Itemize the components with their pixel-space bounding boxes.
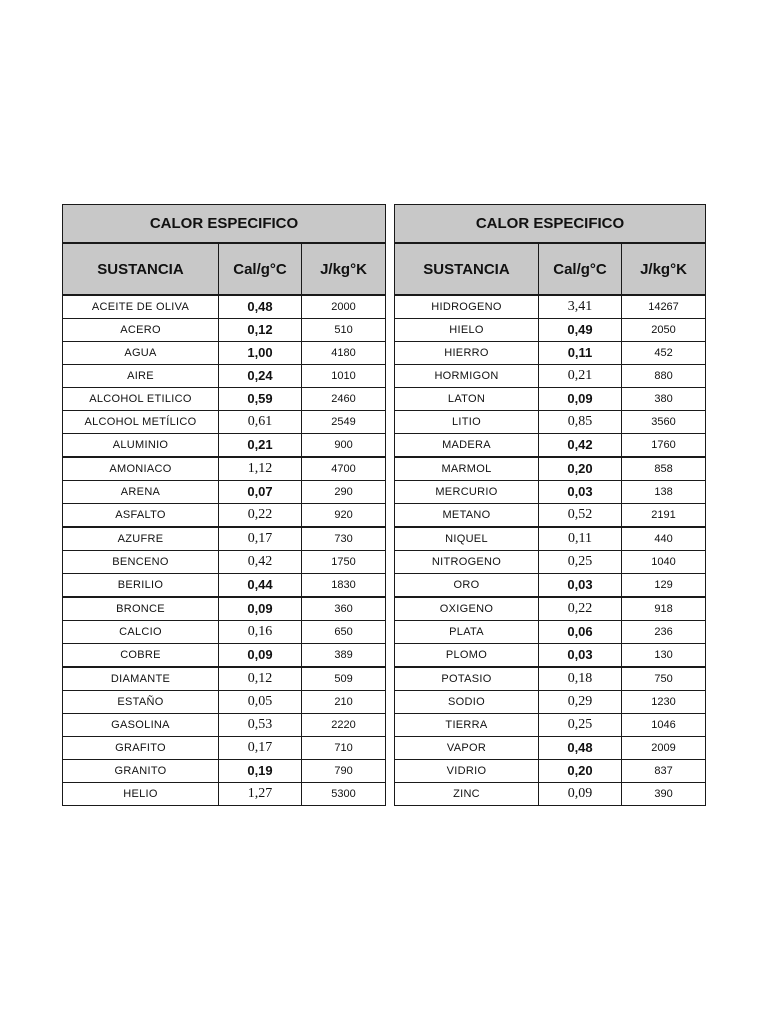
substance-cell: ARENA — [63, 481, 219, 504]
substance-cell: TIERRA — [395, 714, 539, 737]
table-row — [395, 551, 706, 574]
cal-value-cell: 0,11 — [539, 342, 622, 365]
cal-value-cell: 0,29 — [539, 691, 622, 714]
joule-value-cell: 2549 — [302, 411, 386, 434]
cal-value-cell: 3,41 — [539, 295, 622, 319]
table-row — [395, 714, 706, 737]
table-row — [63, 434, 386, 458]
joule-value-cell: 290 — [302, 481, 386, 504]
table-row — [395, 457, 706, 481]
table-row — [395, 644, 706, 668]
table-row — [63, 295, 386, 319]
table-row — [395, 388, 706, 411]
substance-cell: GRANITO — [63, 760, 219, 783]
substance-cell: HIDROGENO — [395, 295, 539, 319]
table-row — [63, 737, 386, 760]
joule-value-cell: 2009 — [622, 737, 706, 760]
table-row — [63, 527, 386, 551]
substance-cell: BRONCE — [63, 597, 219, 621]
substance-cell: HORMIGON — [395, 365, 539, 388]
substance-cell: BERILIO — [63, 574, 219, 598]
cal-value-cell: 0,17 — [219, 527, 302, 551]
table-row — [395, 737, 706, 760]
joule-value-cell: 2220 — [302, 714, 386, 737]
cal-value-cell: 1,27 — [219, 783, 302, 806]
substance-cell: LATON — [395, 388, 539, 411]
joule-value-cell: 236 — [622, 621, 706, 644]
substance-cell: VIDRIO — [395, 760, 539, 783]
substance-cell: MERCURIO — [395, 481, 539, 504]
column-header-row — [395, 243, 706, 295]
substance-cell: ALCOHOL METÍLICO — [63, 411, 219, 434]
column-header-cal: Cal/g°C — [219, 243, 302, 295]
substance-cell: OXIGENO — [395, 597, 539, 621]
cal-value-cell: 0,21 — [219, 434, 302, 458]
cal-value-cell: 0,42 — [219, 551, 302, 574]
table-title: CALOR ESPECIFICO — [63, 205, 386, 244]
column-header-substance: SUSTANCIA — [63, 243, 219, 295]
table-row — [395, 783, 706, 806]
substance-cell: ACERO — [63, 319, 219, 342]
table-row — [63, 411, 386, 434]
joule-value-cell: 129 — [622, 574, 706, 598]
specific-heat-table-right — [394, 204, 706, 806]
joule-value-cell: 710 — [302, 737, 386, 760]
substance-cell: AMONIACO — [63, 457, 219, 481]
substance-cell: ORO — [395, 574, 539, 598]
table-row — [395, 760, 706, 783]
joule-value-cell: 900 — [302, 434, 386, 458]
cal-value-cell: 0,18 — [539, 667, 622, 691]
joule-value-cell: 4700 — [302, 457, 386, 481]
cal-value-cell: 0,48 — [219, 295, 302, 319]
substance-cell: GRAFITO — [63, 737, 219, 760]
substance-cell: ESTAÑO — [63, 691, 219, 714]
joule-value-cell: 2000 — [302, 295, 386, 319]
table-row — [63, 597, 386, 621]
cal-value-cell: 0,53 — [219, 714, 302, 737]
table-row — [63, 551, 386, 574]
table-row — [63, 644, 386, 668]
substance-cell: MARMOL — [395, 457, 539, 481]
substance-cell: GASOLINA — [63, 714, 219, 737]
table-row — [395, 504, 706, 528]
joule-value-cell: 1230 — [622, 691, 706, 714]
cal-value-cell: 0,09 — [539, 388, 622, 411]
table-row — [395, 667, 706, 691]
table-body — [395, 295, 706, 806]
substance-cell: SODIO — [395, 691, 539, 714]
joule-value-cell: 790 — [302, 760, 386, 783]
substance-cell: NITROGENO — [395, 551, 539, 574]
cal-value-cell: 0,48 — [539, 737, 622, 760]
cal-value-cell: 0,16 — [219, 621, 302, 644]
substance-cell: HIERRO — [395, 342, 539, 365]
table-title: CALOR ESPECIFICO — [395, 205, 706, 244]
cal-value-cell: 0,12 — [219, 667, 302, 691]
substance-cell: PLATA — [395, 621, 539, 644]
joule-value-cell: 750 — [622, 667, 706, 691]
cal-value-cell: 0,59 — [219, 388, 302, 411]
cal-value-cell: 0,42 — [539, 434, 622, 458]
cal-value-cell: 0,03 — [539, 481, 622, 504]
cal-value-cell: 0,25 — [539, 714, 622, 737]
substance-cell: BENCENO — [63, 551, 219, 574]
joule-value-cell: 3560 — [622, 411, 706, 434]
joule-value-cell: 138 — [622, 481, 706, 504]
table-row — [395, 597, 706, 621]
cal-value-cell: 0,44 — [219, 574, 302, 598]
cal-value-cell: 0,85 — [539, 411, 622, 434]
joule-value-cell: 210 — [302, 691, 386, 714]
cal-value-cell: 0,12 — [219, 319, 302, 342]
table-row — [63, 457, 386, 481]
substance-cell: AGUA — [63, 342, 219, 365]
cal-value-cell: 0,11 — [539, 527, 622, 551]
table-row — [395, 527, 706, 551]
table-row — [63, 481, 386, 504]
joule-value-cell: 2191 — [622, 504, 706, 528]
joule-value-cell: 1046 — [622, 714, 706, 737]
specific-heat-table-left — [62, 204, 386, 806]
cal-value-cell: 0,03 — [539, 644, 622, 668]
joule-value-cell: 440 — [622, 527, 706, 551]
column-header-cal: Cal/g°C — [539, 243, 622, 295]
table-row — [395, 319, 706, 342]
cal-value-cell: 0,05 — [219, 691, 302, 714]
substance-cell: PLOMO — [395, 644, 539, 668]
table-row — [395, 574, 706, 598]
table-row — [63, 760, 386, 783]
cal-value-cell: 0,25 — [539, 551, 622, 574]
cal-value-cell: 0,09 — [219, 644, 302, 668]
table-row — [395, 434, 706, 458]
cal-value-cell: 0,07 — [219, 481, 302, 504]
cal-value-cell: 0,17 — [219, 737, 302, 760]
joule-value-cell: 1760 — [622, 434, 706, 458]
table-row — [395, 481, 706, 504]
substance-cell: AZUFRE — [63, 527, 219, 551]
joule-value-cell: 14267 — [622, 295, 706, 319]
substance-cell: CALCIO — [63, 621, 219, 644]
substance-cell: ASFALTO — [63, 504, 219, 528]
substance-cell: ALUMINIO — [63, 434, 219, 458]
table-row — [63, 783, 386, 806]
joule-value-cell: 1010 — [302, 365, 386, 388]
cal-value-cell: 0,22 — [219, 504, 302, 528]
table-row — [395, 411, 706, 434]
column-header-row — [63, 243, 386, 295]
substance-cell: HIELO — [395, 319, 539, 342]
substance-cell: POTASIO — [395, 667, 539, 691]
joule-value-cell: 130 — [622, 644, 706, 668]
table-row — [395, 365, 706, 388]
joule-value-cell: 1830 — [302, 574, 386, 598]
title-row — [63, 205, 386, 244]
joule-value-cell: 918 — [622, 597, 706, 621]
column-header-joule: J/kg°K — [622, 243, 706, 295]
joule-value-cell: 837 — [622, 760, 706, 783]
table-row — [395, 342, 706, 365]
table-row — [63, 342, 386, 365]
cal-value-cell: 1,12 — [219, 457, 302, 481]
joule-value-cell: 4180 — [302, 342, 386, 365]
table-row — [395, 691, 706, 714]
column-header-substance: SUSTANCIA — [395, 243, 539, 295]
table-row — [395, 621, 706, 644]
joule-value-cell: 920 — [302, 504, 386, 528]
cal-value-cell: 1,00 — [219, 342, 302, 365]
table-row — [395, 295, 706, 319]
substance-cell: ACEITE DE OLIVA — [63, 295, 219, 319]
table-row — [63, 691, 386, 714]
substance-cell: HELIO — [63, 783, 219, 806]
table-row — [63, 365, 386, 388]
joule-value-cell: 858 — [622, 457, 706, 481]
table-row — [63, 319, 386, 342]
joule-value-cell: 650 — [302, 621, 386, 644]
joule-value-cell: 390 — [622, 783, 706, 806]
joule-value-cell: 730 — [302, 527, 386, 551]
substance-cell: ZINC — [395, 783, 539, 806]
joule-value-cell: 2460 — [302, 388, 386, 411]
joule-value-cell: 380 — [622, 388, 706, 411]
table-row — [63, 667, 386, 691]
table-row — [63, 504, 386, 528]
cal-value-cell: 0,03 — [539, 574, 622, 598]
cal-value-cell: 0,52 — [539, 504, 622, 528]
joule-value-cell: 389 — [302, 644, 386, 668]
substance-cell: LITIO — [395, 411, 539, 434]
joule-value-cell: 1040 — [622, 551, 706, 574]
cal-value-cell: 0,19 — [219, 760, 302, 783]
joule-value-cell: 5300 — [302, 783, 386, 806]
cal-value-cell: 0,24 — [219, 365, 302, 388]
joule-value-cell: 880 — [622, 365, 706, 388]
cal-value-cell: 0,49 — [539, 319, 622, 342]
substance-cell: DIAMANTE — [63, 667, 219, 691]
title-row — [395, 205, 706, 244]
cal-value-cell: 0,09 — [219, 597, 302, 621]
substance-cell: MADERA — [395, 434, 539, 458]
cal-value-cell: 0,61 — [219, 411, 302, 434]
substance-cell: ALCOHOL ETILICO — [63, 388, 219, 411]
joule-value-cell: 510 — [302, 319, 386, 342]
table-row — [63, 714, 386, 737]
cal-value-cell: 0,20 — [539, 457, 622, 481]
table-body — [63, 295, 386, 806]
substance-cell: NIQUEL — [395, 527, 539, 551]
cal-value-cell: 0,20 — [539, 760, 622, 783]
substance-cell: VAPOR — [395, 737, 539, 760]
table-row — [63, 574, 386, 598]
column-header-joule: J/kg°K — [302, 243, 386, 295]
substance-cell: COBRE — [63, 644, 219, 668]
joule-value-cell: 360 — [302, 597, 386, 621]
joule-value-cell: 2050 — [622, 319, 706, 342]
substance-cell: AIRE — [63, 365, 219, 388]
joule-value-cell: 1750 — [302, 551, 386, 574]
cal-value-cell: 0,21 — [539, 365, 622, 388]
table-row — [63, 388, 386, 411]
cal-value-cell: 0,22 — [539, 597, 622, 621]
cal-value-cell: 0,06 — [539, 621, 622, 644]
joule-value-cell: 452 — [622, 342, 706, 365]
cal-value-cell: 0,09 — [539, 783, 622, 806]
joule-value-cell: 509 — [302, 667, 386, 691]
substance-cell: METANO — [395, 504, 539, 528]
table-row — [63, 621, 386, 644]
